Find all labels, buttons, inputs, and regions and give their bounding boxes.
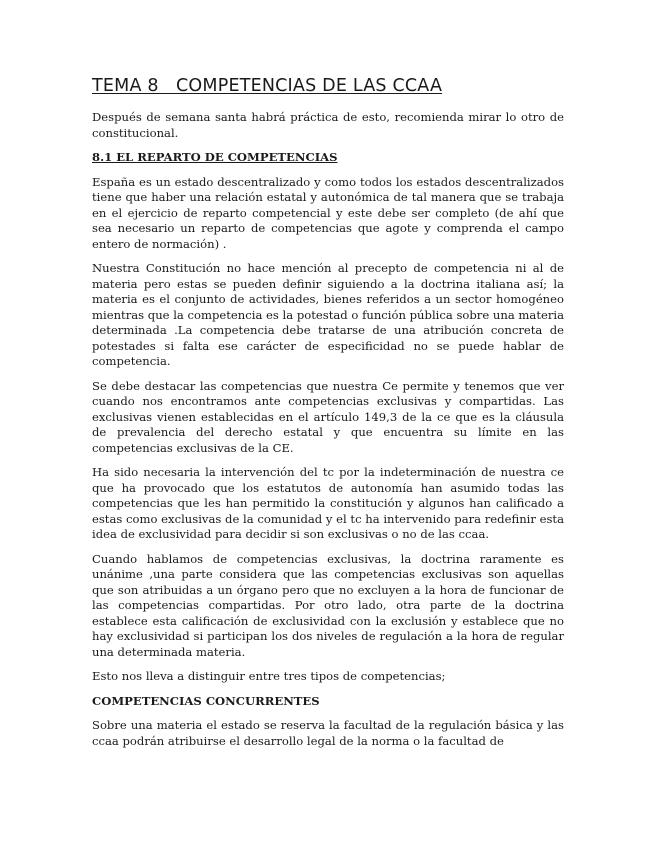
section-heading-concurrentes: COMPETENCIAS CONCURRENTES: [92, 693, 320, 708]
paragraph-6: Esto nos lleva a distinguir entre tres tipos de competencias;: [92, 669, 446, 683]
paragraph-2: Nuestra Constitución no hace mención al precepto de competencia ni al de materia pero estas se pueden definir siguiendo a la doctrina italiana así; la materia es el conjunto de actividades, bienes referidos a un sector homogéneo mientras que la competencia es la potestad o función pública sobre una materia determinada .La competencia debe tratarse de una atribución concreta de potestades si falta ese carácter de especificidad no se puede hablar de competencia.: [92, 261, 565, 368]
paragraph-5: Cuando hablamos de competencias exclusivas, la doctrina raramente es unánime ,una parte considera que las competencias exclusivas son aquellas que son atribuidas a un órgano pero que no excluyen a la hora de funcionar de las competencias compartidas. Por otro lado, otra parte de la doctrina establece esta calificación de exclusividad con la exclusión y establece que no hay exclusividad si participan los dos niveles de regulación a la hora de regular una determinada materia.: [92, 551, 564, 659]
paragraph-4: Ha sido necesaria la intervención del tc por la indeterminación de nuestra ce que ha provocado que los estatutos de autonomía han asumido todas las competencias que les han permitido la constitución y algunos han calificado a estas como exclusivas de la comunidad y el tc ha intervenido para redefinir esta idea de exclusividad para decidir si son exclusivas o no de las ccaa.: [92, 465, 564, 541]
paragraph-concurrentes: Sobre una materia el estado se reserva la facultad de la regulación básica y las ccaa podrán atribuirse el desarrollo legal de la norma o la facultad de: [92, 718, 564, 748]
section-heading-reparto: 8.1 EL REPARTO DE COMPETENCIAS: [92, 150, 338, 164]
intro-paragraph: Después de semana santa habrá práctica de esto, recomienda mirar lo otro de constitucional.: [92, 110, 564, 140]
document-page: [92, 74, 564, 758]
paragraph-1: España es un estado descentralizado y como todos los estados descentralizados tiene que haber una relación estatal y autonómica de tal manera que se trabaja en el ejercicio de reparto competencial y este debe ser completo (de ahí que sea necesario un reparto de competencias que agote y comprenda el campo entero de normación) .: [92, 174, 564, 251]
document-title: TEMA 8 COMPETENCIAS DE LAS CCAA: [92, 76, 443, 96]
paragraph-3: Se debe destacar las competencias que nuestra Ce permite y tenemos que ver cuando nos encontramos ante competencias exclusivas y compartidas. Las exclusivas vienen establecidas en el artículo 149,3 de la ce que es la cláusula de prevalencia del derecho estatal y que encuentra su límite en las competencias exclusivas de la CE.: [92, 378, 564, 455]
